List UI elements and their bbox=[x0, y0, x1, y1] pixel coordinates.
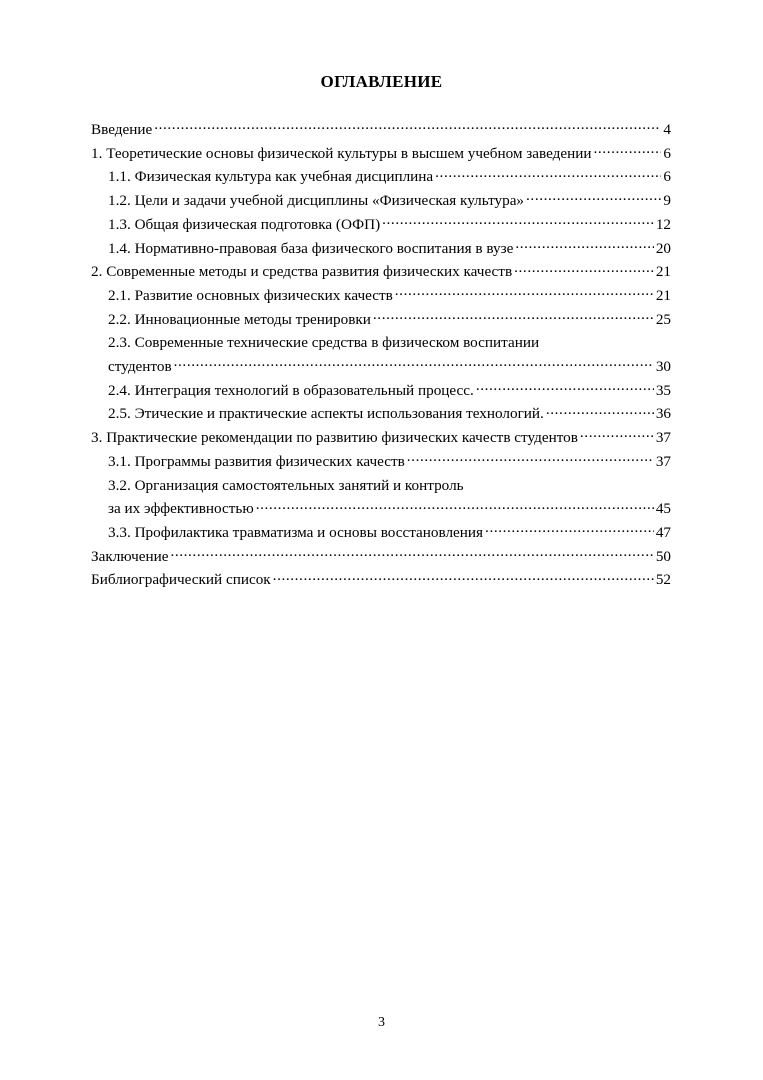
toc-page-number: 9 bbox=[663, 192, 671, 210]
dot-leader bbox=[273, 569, 654, 584]
toc-page-number: 36 bbox=[655, 405, 671, 423]
toc-page-number: 30 bbox=[655, 358, 671, 376]
page-number: 3 bbox=[378, 1015, 385, 1030]
dot-leader bbox=[170, 545, 653, 560]
toc-page-number: 50 bbox=[655, 547, 671, 565]
dot-leader bbox=[515, 237, 653, 252]
toc-entry-section-2-2[interactable] bbox=[91, 308, 671, 332]
dot-leader bbox=[435, 166, 661, 181]
dot-leader bbox=[546, 403, 654, 418]
toc-page-number: 12 bbox=[655, 215, 671, 233]
table-of-contents bbox=[91, 118, 671, 592]
toc-page-number: 47 bbox=[655, 523, 671, 541]
toc-entry-text: Библиографический список bbox=[91, 571, 271, 589]
toc-entry-text: 3.1. Программы развития физических качеств bbox=[108, 452, 405, 470]
toc-entry-text: 2.5. Этические и практические аспекты использования технологий. bbox=[108, 405, 544, 423]
toc-entry-text: 1.3. Общая физическая подготовка (ОФП) bbox=[108, 215, 381, 233]
dot-leader bbox=[256, 498, 654, 513]
toc-page-number: 20 bbox=[655, 239, 671, 257]
dot-leader bbox=[174, 356, 654, 371]
dot-leader bbox=[594, 143, 662, 158]
toc-entry-text: 1.1. Физическая культура как учебная дисциплина bbox=[108, 168, 434, 186]
toc-page-number: 35 bbox=[655, 381, 671, 399]
dot-leader bbox=[485, 522, 654, 537]
toc-page-number: 21 bbox=[655, 263, 671, 281]
toc-entry-conclusion[interactable] bbox=[91, 545, 671, 569]
toc-page-number: 4 bbox=[663, 121, 671, 138]
toc-entry-text: за их эффективностью bbox=[108, 500, 254, 518]
toc-entry-section-1-4[interactable] bbox=[91, 237, 671, 261]
toc-page-number: 37 bbox=[655, 452, 671, 470]
toc-entry-text: 1.4. Нормативно-правовая база физического воспитания в вузе bbox=[108, 239, 514, 257]
toc-page-number: 21 bbox=[655, 286, 671, 304]
dot-leader bbox=[526, 190, 661, 205]
dot-leader bbox=[514, 261, 654, 276]
toc-entry-section-1-3[interactable] bbox=[91, 213, 671, 237]
dot-leader bbox=[476, 380, 654, 395]
toc-entry-text: 2.4. Интеграция технологий в образовательный процесс. bbox=[108, 381, 474, 399]
toc-entry-section-2-5[interactable] bbox=[91, 402, 671, 426]
toc-entry-text: 1. Теоретические основы физической культуры в высшем учебном заведении bbox=[91, 144, 592, 162]
toc-entry-chapter-1[interactable] bbox=[91, 142, 671, 166]
toc-entry-text: 2. Современные методы и средства развития физических качеств bbox=[91, 263, 513, 281]
toc-entry-section-2-4[interactable] bbox=[91, 379, 671, 403]
dot-leader bbox=[382, 214, 654, 229]
toc-entry-introduction[interactable] bbox=[91, 118, 671, 142]
toc-page-number: 52 bbox=[655, 571, 671, 589]
toc-entry-text: 3.3. Профилактика травматизма и основы восстановления bbox=[108, 523, 484, 541]
toc-entry-section-3-2[interactable] bbox=[91, 497, 671, 521]
dot-leader bbox=[395, 285, 654, 300]
dot-leader bbox=[373, 308, 654, 323]
toc-page-number: 45 bbox=[655, 500, 671, 518]
toc-entry-chapter-2[interactable] bbox=[91, 260, 671, 284]
toc-entry-text: 3. Практические рекомендации по развитию физических качеств студентов bbox=[91, 429, 578, 447]
toc-entry-section-2-3-first-line[interactable]: 2.3. Современные технические средства в физическом воспитании bbox=[108, 334, 540, 352]
toc-entry-section-2-3[interactable] bbox=[91, 355, 671, 379]
toc-entry-text: Введение bbox=[91, 121, 153, 138]
toc-entry-text: Заключение bbox=[91, 547, 169, 565]
toc-entry-text: студентов bbox=[108, 358, 172, 376]
toc-entry-section-3-2-first-line[interactable]: 3.2. Организация самостоятельных занятий и контроль bbox=[108, 476, 464, 494]
toc-entry-section-3-1[interactable] bbox=[91, 450, 671, 474]
toc-entry-text: 2.1. Развитие основных физических качеств bbox=[108, 286, 393, 304]
page-title: ОГЛАВЛЕНИЕ bbox=[320, 72, 443, 91]
toc-entry-chapter-3[interactable] bbox=[91, 426, 671, 450]
toc-page-number: 25 bbox=[655, 310, 671, 328]
dot-leader bbox=[154, 119, 661, 134]
dot-leader bbox=[580, 427, 654, 442]
toc-entry-section-3-3[interactable] bbox=[91, 521, 671, 545]
toc-page-number: 6 bbox=[663, 168, 671, 186]
toc-page-number: 37 bbox=[655, 429, 671, 447]
toc-page-number: 6 bbox=[663, 144, 671, 162]
toc-entry-text: 2.2. Инновационные методы тренировки bbox=[108, 310, 371, 328]
dot-leader bbox=[407, 451, 654, 466]
toc-entry-text: 1.2. Цели и задачи учебной дисциплины «Физическая культура» bbox=[108, 192, 525, 210]
toc-entry-bibliography[interactable] bbox=[91, 568, 671, 592]
toc-entry-section-1-2[interactable] bbox=[91, 189, 671, 213]
toc-entry-section-2-1[interactable] bbox=[91, 284, 671, 308]
toc-entry-section-1-1[interactable] bbox=[91, 165, 671, 189]
